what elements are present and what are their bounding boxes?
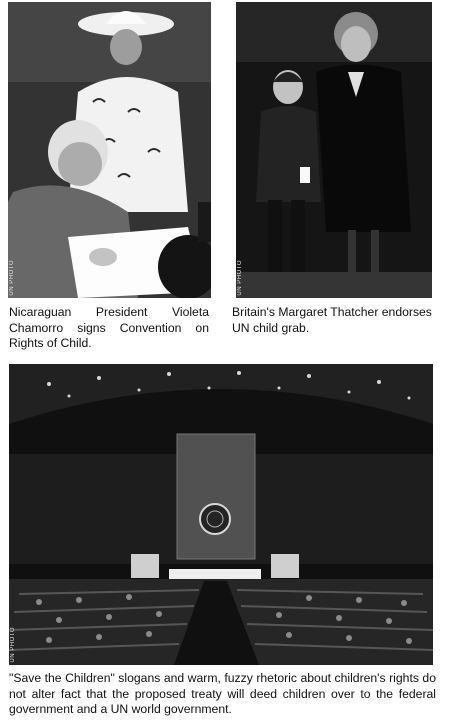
photo-credit: UN PHOTO [9,260,15,296]
photo-thatcher-image [236,2,432,298]
photo-thatcher [236,2,432,298]
photo-credit: UN PHOTO [10,627,16,663]
photo-chamorro-signing [8,2,211,298]
caption-save-the-children: "Save the Children" slogans and warm, fuzzy rhetoric about children's rights do not alter fact that the proposed treaty will deed children over to the federal government and a UN world government. [9,671,436,716]
photo-credit: UN PHOTO [237,260,243,296]
photo-chamorro-image [8,2,211,298]
photo-assembly-image [9,364,433,665]
photo-un-general-assembly [9,364,433,665]
caption-chamorro: Nicaraguan President Violeta Chamorro signs Convention on Rights of Child. [9,305,209,350]
caption-thatcher: Britain's Margaret Thatcher endorses UN child grab. [232,305,432,335]
